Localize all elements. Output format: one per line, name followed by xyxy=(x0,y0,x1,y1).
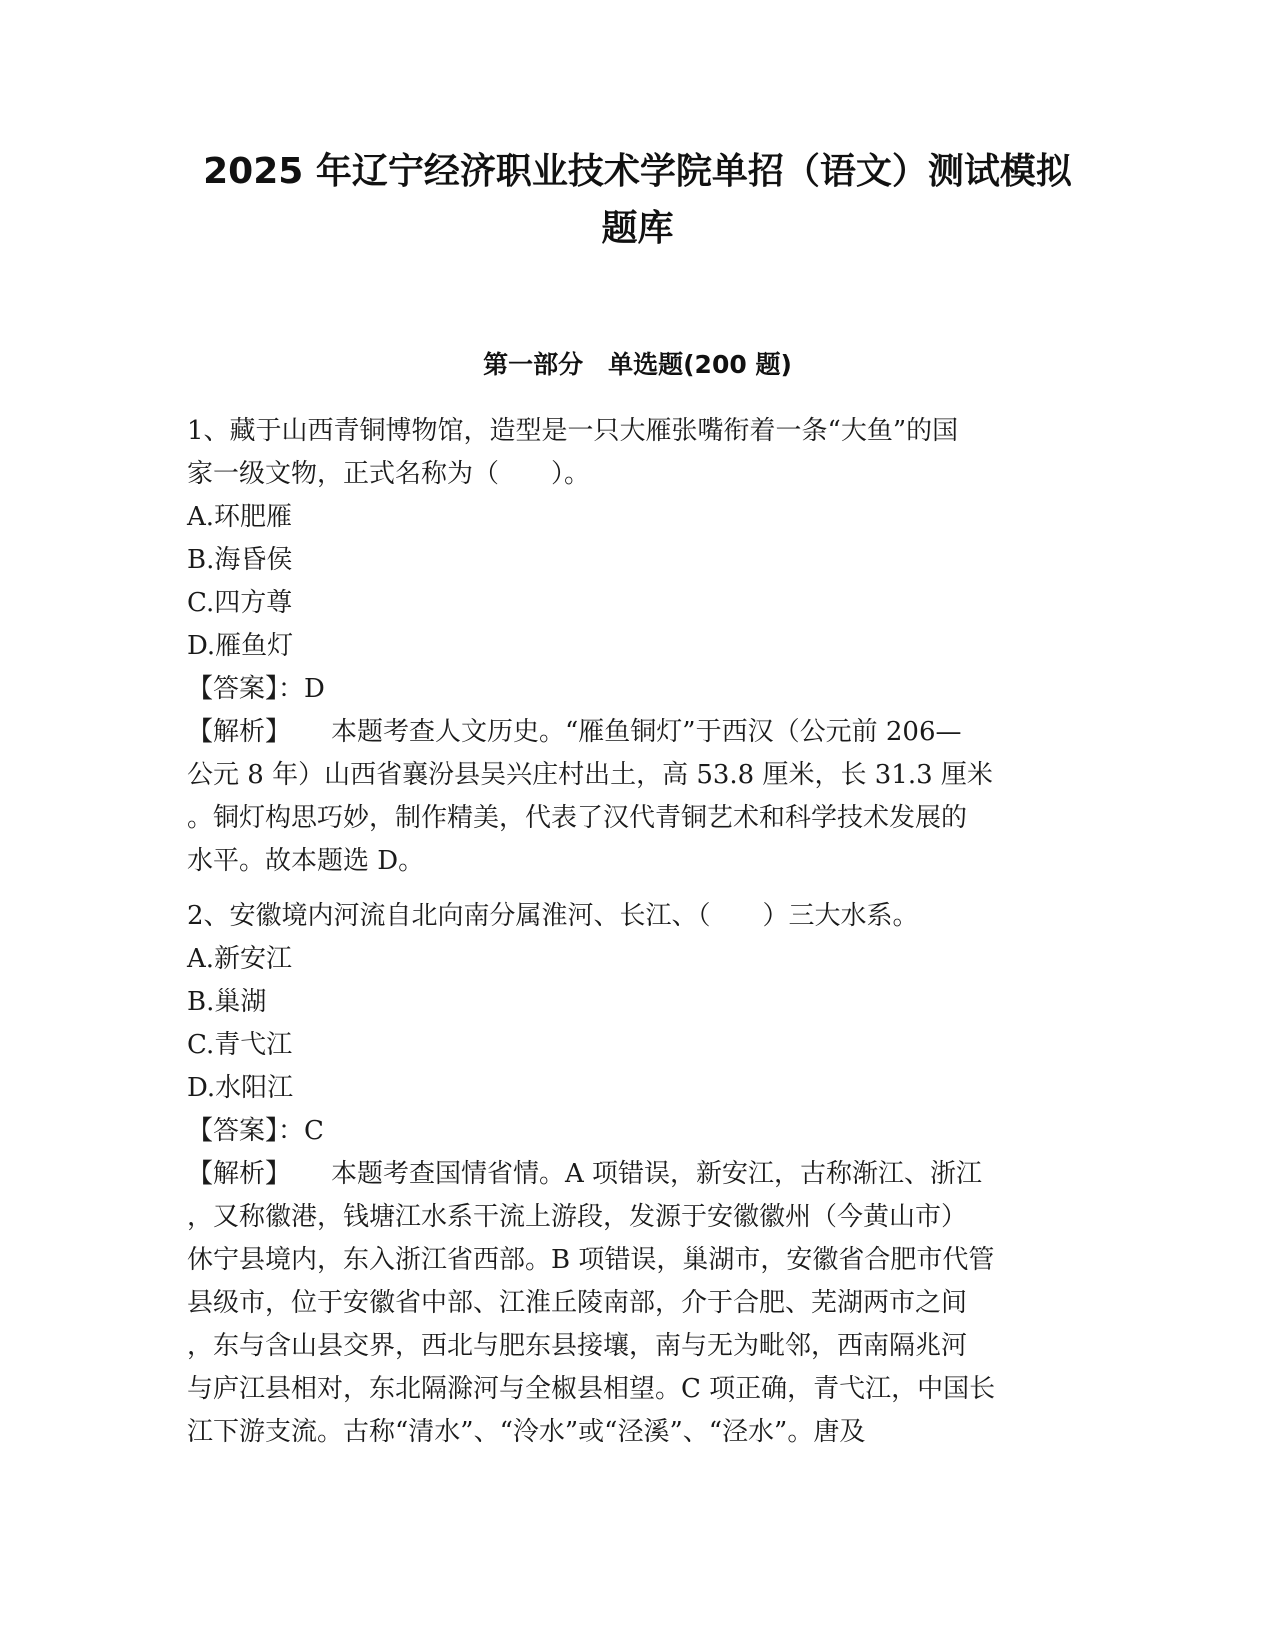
question-1-option-c: C.四方尊 xyxy=(187,588,293,618)
question-2-analysis-line-5: ，东与含山县交界，西北与肥东县接壤，南与无为毗邻，西南隔兆河 xyxy=(187,1331,968,1361)
document-title xyxy=(150,143,1125,257)
question-2-stem-line-1: 2、安徽境内河流自北向南分属淮河、长江、（ ）三大水系。 xyxy=(187,901,919,931)
analysis-label: 【解析】 xyxy=(187,717,292,747)
section-heading: 第一部分 单选题(200 题) xyxy=(483,350,792,379)
document-title-line-1: 2025 年辽宁经济职业技术学院单招（语文）测试模拟 xyxy=(203,151,1072,192)
question-2-analysis-line-6: 与庐江县相对，东北隔滁河与全椒县相望。C 项正确，青弋江，中国长 xyxy=(187,1374,996,1404)
question-2-analysis-line-7: 江下游支流。古称“清水”、“泠水”或“泾溪”、“泾水”。唐及 xyxy=(187,1417,866,1447)
analysis-text: 本题考查人文历史。“雁鱼铜灯”于西汉（公元前 206— xyxy=(331,717,962,747)
analysis-text: 本题考查国情省情。A 项错误，新安江，古称渐江、浙江 xyxy=(331,1159,983,1189)
question-1-answer xyxy=(187,668,1087,711)
question-1-analysis-line-2: 公元 8 年）山西省襄汾县吴兴庄村出土，高 53.8 厘米，长 31.3 厘米 xyxy=(187,760,993,790)
question-2-option-b: B.巢湖 xyxy=(187,987,267,1017)
question-2-option-c: C.青弋江 xyxy=(187,1030,293,1060)
question-list xyxy=(187,410,1087,1466)
question-2-analysis-line-3: 休宁县境内，东入浙江省西部。B 项错误，巢湖市，安徽省合肥市代管 xyxy=(187,1245,995,1275)
question-1-analysis-line-3: 。铜灯构思巧妙，制作精美，代表了汉代青铜艺术和科学技术发展的 xyxy=(187,803,968,833)
question-2-analysis-line-4: 县级市，位于安徽省中部、江淮丘陵南部，介于合肥、芜湖两市之间 xyxy=(187,1288,968,1318)
answer-separator: ： xyxy=(278,1116,305,1146)
question-2 xyxy=(187,895,1087,1454)
answer-separator: ： xyxy=(278,674,305,704)
answer-label: 【答案】 xyxy=(187,1116,279,1146)
question-1-analysis-line-1 xyxy=(187,711,1087,754)
question-1-option-d: D.雁鱼灯 xyxy=(187,631,294,661)
question-1-stem-line-2: 家一级文物，正式名称为（ ）。 xyxy=(187,459,591,489)
answer-label: 【答案】 xyxy=(187,674,279,704)
question-2-analysis-line-1 xyxy=(187,1153,1087,1196)
answer-value: D xyxy=(304,674,325,704)
question-2-analysis-line-2: ，又称徽港，钱塘江水系干流上游段，发源于安徽徽州（今黄山市） xyxy=(187,1202,968,1232)
question-2-option-d: D.水阳江 xyxy=(187,1073,294,1103)
question-2-option-a: A.新安江 xyxy=(187,944,293,974)
question-2-answer xyxy=(187,1110,1087,1153)
question-1-stem-line-1: 1、藏于山西青铜博物馆，造型是一只大雁张嘴衔着一条“大鱼”的国 xyxy=(187,416,959,446)
analysis-label: 【解析】 xyxy=(187,1159,292,1189)
question-1-option-b: B.海昏侯 xyxy=(187,545,293,575)
question-1 xyxy=(187,410,1087,883)
question-1-option-a: A.环肥雁 xyxy=(187,502,293,532)
document-title-line-2: 题库 xyxy=(601,208,674,249)
question-1-analysis-line-4: 水平。故本题选 D。 xyxy=(187,846,425,876)
answer-value: C xyxy=(304,1116,324,1146)
